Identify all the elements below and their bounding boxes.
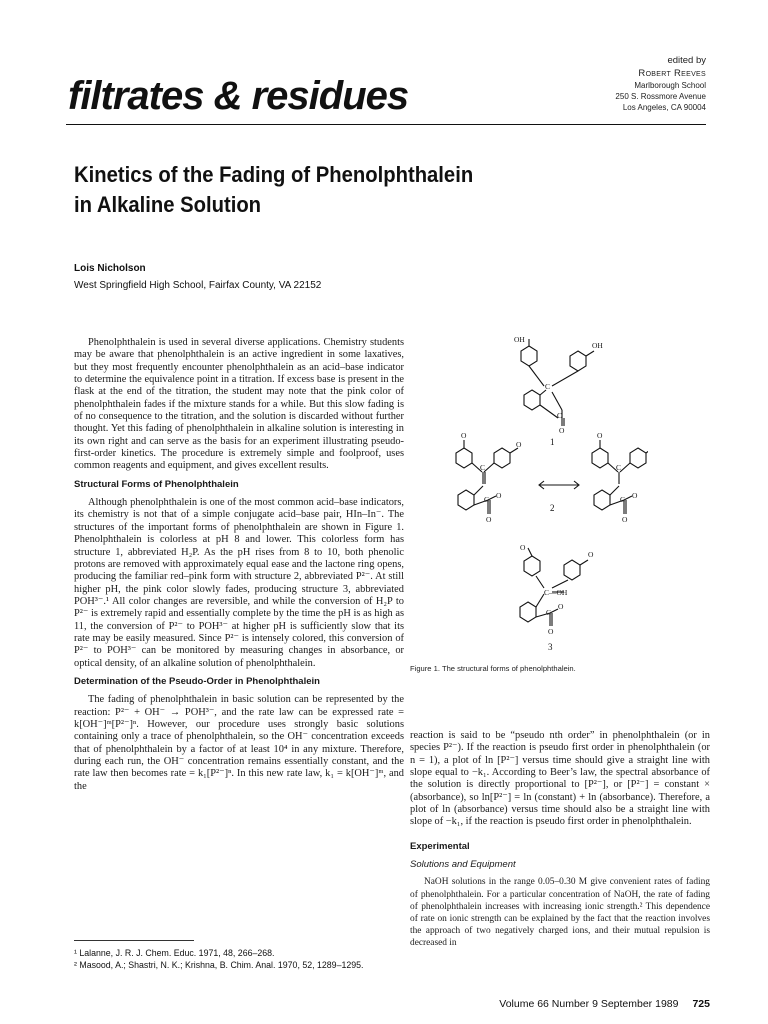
carbon-label: C bbox=[484, 495, 490, 504]
author-affiliation: West Springfield High School, Fairfax County, VA 22152 bbox=[74, 280, 322, 291]
section-heading: Structural Forms of Phenolphthalein bbox=[74, 478, 239, 490]
c-oh-label: C—OH bbox=[544, 588, 568, 597]
oxygen-label: O bbox=[597, 431, 603, 440]
figure-caption: Figure 1. The structural forms of phenolphthalein. bbox=[410, 664, 576, 673]
oxygen-label: O bbox=[548, 627, 554, 636]
body-paragraph: reaction is said to be “pseudo nth order” in phenolphthalein (or in species P²⁻). If the reaction is pseudo first order in phenolphthalein (or n = 1), a plot of ln [P²⁻] versus time should give a straight line with slope equal to −k₁. According to Beer’s law, the spectral absorbance of the solution is directly proportional to [P²⁻], or [P²⁻] = constant × (absorbance), so ln[P²⁻] = ln (constant) + ln (absorbance). Therefore, a plot of ln (absorbance) versus time should also be a straight line with slope of −k₁, if the reaction is pseudo first order in phenolphthalein. bbox=[410, 730, 710, 828]
carbon-label: C bbox=[616, 463, 622, 472]
footnotes bbox=[74, 948, 404, 971]
carbon-label: C bbox=[480, 463, 486, 472]
body-paragraph: The fading of phenolphthalein in basic solution can be represented by the reaction: P²⁻ + OH⁻ → POH³⁻, and the rate law can be expressed rate = k[OH⁻]ᵐ[P²⁻]ⁿ. However, our procedure uses strongly basic solutions containing only a trace of phenolphthalein, so the OH⁻ concentration exceeds that of phenolphthalein by a factor of at least 10⁴ in any mixture. Therefore, during each run, the OH⁻ concentration remains essentially constant, and the rate law then becomes rate = k₁[P²⁻]ⁿ. In this new rate law, k₁ = k[OH⁻]ᵐ, and the bbox=[74, 694, 404, 792]
oxygen-label: O bbox=[461, 431, 467, 440]
oh-label: OH bbox=[592, 341, 603, 350]
oxygen-label: O bbox=[622, 515, 628, 524]
issue-info: Volume 66 Number 9 September 1989 bbox=[499, 998, 679, 1010]
footnote-rule bbox=[74, 940, 194, 941]
title-line: in Alkaline Solution bbox=[74, 192, 262, 217]
article-title bbox=[74, 160, 552, 220]
subsection-heading: Solutions and Equipment bbox=[410, 859, 516, 871]
carbon-label: C bbox=[557, 411, 563, 420]
oxygen-label: O bbox=[486, 515, 492, 524]
footnote: ² Masood, A.; Shastri, N. K.; Krishna, B. Chim. Anal. 1970, 52, 1289–1295. bbox=[74, 959, 364, 970]
oxygen-label: O bbox=[520, 543, 526, 552]
page-number: 725 bbox=[692, 998, 710, 1010]
author-name: Lois Nicholson bbox=[74, 263, 146, 274]
body-paragraph: NaOH solutions in the range 0.05–0.30 M give convenient rates of fading of phenolphthalein. For a particular concentration of NaOH, the rate of fading of phenolphthalein increases with increasing ionic strength.² This dependence of rate on ionic strength can be explained by the fact that the reaction involves the approach of two negatively charged ions, and their mutual repulsion is decreased in bbox=[410, 877, 710, 949]
title-line: Kinetics of the Fading of Phenolphthalein bbox=[74, 162, 474, 187]
oxygen-label: O bbox=[496, 491, 502, 500]
structure-number-1: 1 bbox=[550, 437, 555, 447]
body-paragraph: Although phenolphthalein is one of the most common acid–base indicators, its chemistry is not that of a simple conjugate acid–base pair, HIn–In⁻. The structures of the important forms of phenolphthalein are shown in Figure 1. Phenolphthalein is colorless at pH 8 and lower. This colorless form has structure 1, abbreviated H₂P. As the pH rises from 8 to 10, both phenolic protons are removed with approximately equal ease and the lactone ring opens, producing the familiar red–pink form with structure 2, abbreviated P²⁻. At still higher pH, the pink color slowly fades, producing structure 3, abbreviated POH³⁻.¹ All color changes are reversible, and while the conversion of H₂P to P²⁻ is extremely rapid and essentially complete by the time the pH is as high as 11, the conversion of P²⁻ to POH³⁻ at higher pH is sufficiently slow that its rate may be easily measured. Since P²⁻ is intensely colored, this conversion of P²⁻ to POH³⁻ can be monitored by measuring changes in absorbance, or optical density, of an alkaline solution of phenolphthalein. bbox=[74, 497, 404, 669]
left-column bbox=[74, 337, 404, 793]
editor-block bbox=[615, 54, 706, 113]
oh-label: OH bbox=[514, 335, 525, 344]
oxygen-label: O bbox=[558, 602, 564, 611]
oxygen-label: O bbox=[632, 491, 638, 500]
carbon-label: C bbox=[545, 382, 551, 391]
section-heading: Experimental bbox=[410, 840, 470, 852]
editor-line: Los Angeles, CA 90004 bbox=[622, 103, 706, 112]
carbon-label: C bbox=[620, 495, 626, 504]
structure-number-3: 3 bbox=[548, 642, 553, 652]
structure-number-2: 2 bbox=[550, 503, 555, 513]
column-logo: filtrates & residues bbox=[68, 74, 409, 118]
phenolphthalein-figure bbox=[428, 330, 648, 655]
oxygen-label: O bbox=[559, 426, 565, 435]
intro-paragraph: Phenolphthalein is used in several diverse applications. Chemistry students may be aware that phenolphthalein is an active ingredient in some laxatives, but they most frequently encounter phenolphthalein as an acid–base indicator to determine the equivalence point in a titration. If excess base is present in the flask at the end of the titration, the student may note that the pink color of phenolphthalein fades if the mixture stands for a while. But this slow fading is of no consequence to the titration, and the solution is discarded without further thought. Yet this fading of phenolphthalein in alkaline solution is interesting in its own right and can serve as the basis for an experiment illustrating pseudo-first-order kinetics. The procedure is extremely simple and foolproof, uses common reagents and equipment, and gives excellent results. bbox=[74, 337, 404, 472]
footnote: ¹ Lalanne, J. R. J. Chem. Educ. 1971, 48, 266–268. bbox=[74, 948, 275, 958]
editor-line: 250 S. Rossmore Avenue bbox=[615, 92, 706, 101]
editor-line: edited by bbox=[667, 55, 706, 66]
oxygen-label: O bbox=[588, 550, 594, 559]
editor-line: Marlborough School bbox=[634, 81, 706, 90]
right-column bbox=[410, 730, 710, 950]
editor-name: Robert Reeves bbox=[638, 68, 706, 79]
section-heading: Determination of the Pseudo-Order in Phenolphthalein bbox=[74, 675, 320, 687]
oxygen-label: O bbox=[516, 440, 522, 449]
page-footer bbox=[499, 998, 710, 1010]
header-rule bbox=[66, 124, 706, 125]
carbon-label: C bbox=[546, 608, 552, 617]
